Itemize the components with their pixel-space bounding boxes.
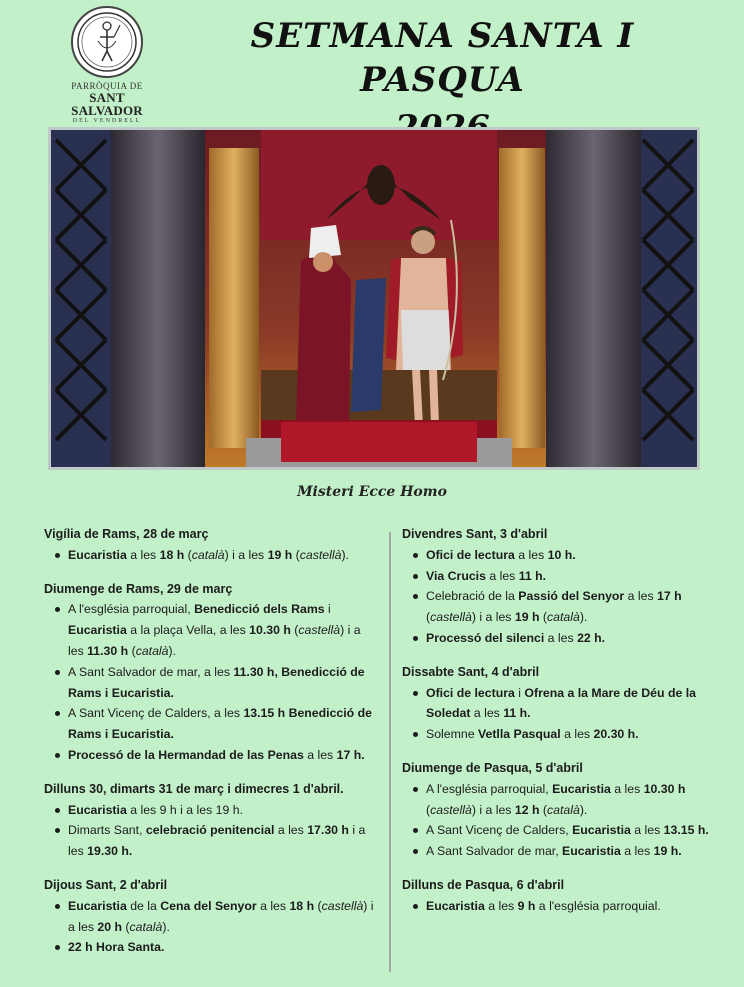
saint-salvador-seal-icon xyxy=(71,6,143,78)
list-item: Celebració de la Passió del Senyor a les 17 h (castellà) i a les 19 h (català). xyxy=(402,586,712,628)
list-item: Solemne Vetlla Pasqual a les 20.30 h. xyxy=(402,724,712,745)
list-item: 22 h Hora Santa. xyxy=(44,937,379,958)
event-list xyxy=(402,896,712,917)
schedule-section xyxy=(44,524,379,566)
list-item: A Sant Vicenç de Calders, a les 13.15 h Benedicció de Rams i Eucaristia. xyxy=(44,703,379,745)
schedule-section xyxy=(402,875,712,917)
event-list xyxy=(44,800,379,862)
logo-line-3: DEL VENDRELL xyxy=(72,118,142,124)
list-item: Eucaristia a les 18 h (català) i a les 19 h (castellà). xyxy=(44,545,379,566)
schedule-section xyxy=(402,524,712,649)
schedule-section xyxy=(44,875,379,958)
list-item: Via Crucis a les 11 h. xyxy=(402,566,712,587)
list-item: A Sant Salvador de mar, Eucaristia a les 19 h. xyxy=(402,841,712,862)
event-list xyxy=(402,545,712,649)
list-item: Processó del silenci a les 22 h. xyxy=(402,628,712,649)
list-item: Eucaristia a les 9 h i a les 19 h. xyxy=(44,800,379,821)
event-list xyxy=(402,779,712,862)
ecce-homo-photo xyxy=(48,127,700,470)
event-list xyxy=(44,896,379,958)
parish-logo xyxy=(52,6,162,124)
list-item: A Sant Vicenç de Calders, Eucaristia a les 13.15 h. xyxy=(402,820,712,841)
list-item: A l'església parroquial, Eucaristia a les 10.30 h (castellà) i a les 12 h (català). xyxy=(402,779,712,821)
section-title: Dissabte Sant, 4 d'abril xyxy=(402,664,540,679)
section-title: Diumenge de Rams, 29 de març xyxy=(44,581,233,596)
schedule-section xyxy=(402,662,712,745)
list-item: Ofici de lectura a les 10 h. xyxy=(402,545,712,566)
event-list xyxy=(402,683,712,745)
event-list xyxy=(44,599,379,765)
section-title: Dijous Sant, 2 d'abril xyxy=(44,877,168,892)
list-item: Eucaristia de la Cena del Senyor a les 18 h (castellà) i a les 20 h (català). xyxy=(44,896,379,938)
schedule-section xyxy=(44,779,379,862)
schedule-left-column xyxy=(44,524,379,971)
list-item: Processó de la Hermandad de las Penas a les 17 h. xyxy=(44,745,379,766)
column-divider xyxy=(389,532,391,972)
schedule-section xyxy=(44,579,379,766)
section-title: Divendres Sant, 3 d'abril xyxy=(402,527,548,541)
event-list xyxy=(44,545,379,566)
section-title: Diumenge de Pasqua, 5 d'abril xyxy=(402,760,583,775)
list-item: A Sant Salvador de mar, a les 11.30 h, Benedicció de Rams i Eucaristia. xyxy=(44,662,379,704)
list-item: Dimarts Sant, celebració penitencial a les 17.30 h i a les 19.30 h. xyxy=(44,820,379,862)
photo-caption: Misteri Ecce Homo xyxy=(297,484,447,500)
title-line-1: SETMANA SANTA I PASQUA xyxy=(250,16,635,100)
schedule-section xyxy=(402,758,712,862)
section-title: Dilluns 30, dimarts 31 de març i dimecres 1 d'abril. xyxy=(44,781,344,796)
logo-line-2: SANT SALVADOR xyxy=(71,90,143,118)
list-item: Ofici de lectura i Ofrena a la Mare de Déu de la Soledat a les 11 h. xyxy=(402,683,712,725)
logo-line-1: PARRÒQUIA DE xyxy=(71,81,143,91)
list-item: A l'església parroquial, Benedicció dels Rams i Eucaristia a la plaça Vella, a les 10.30 h (castellà) i a les 11.30 h (català). xyxy=(44,599,379,661)
section-title: Dilluns de Pasqua, 6 d'abril xyxy=(402,877,565,892)
list-item: Eucaristia a les 9 h a l'església parroquial. xyxy=(402,896,712,917)
schedule-right-column xyxy=(402,524,712,930)
section-title: Vigília de Rams, 28 de març xyxy=(44,527,209,541)
